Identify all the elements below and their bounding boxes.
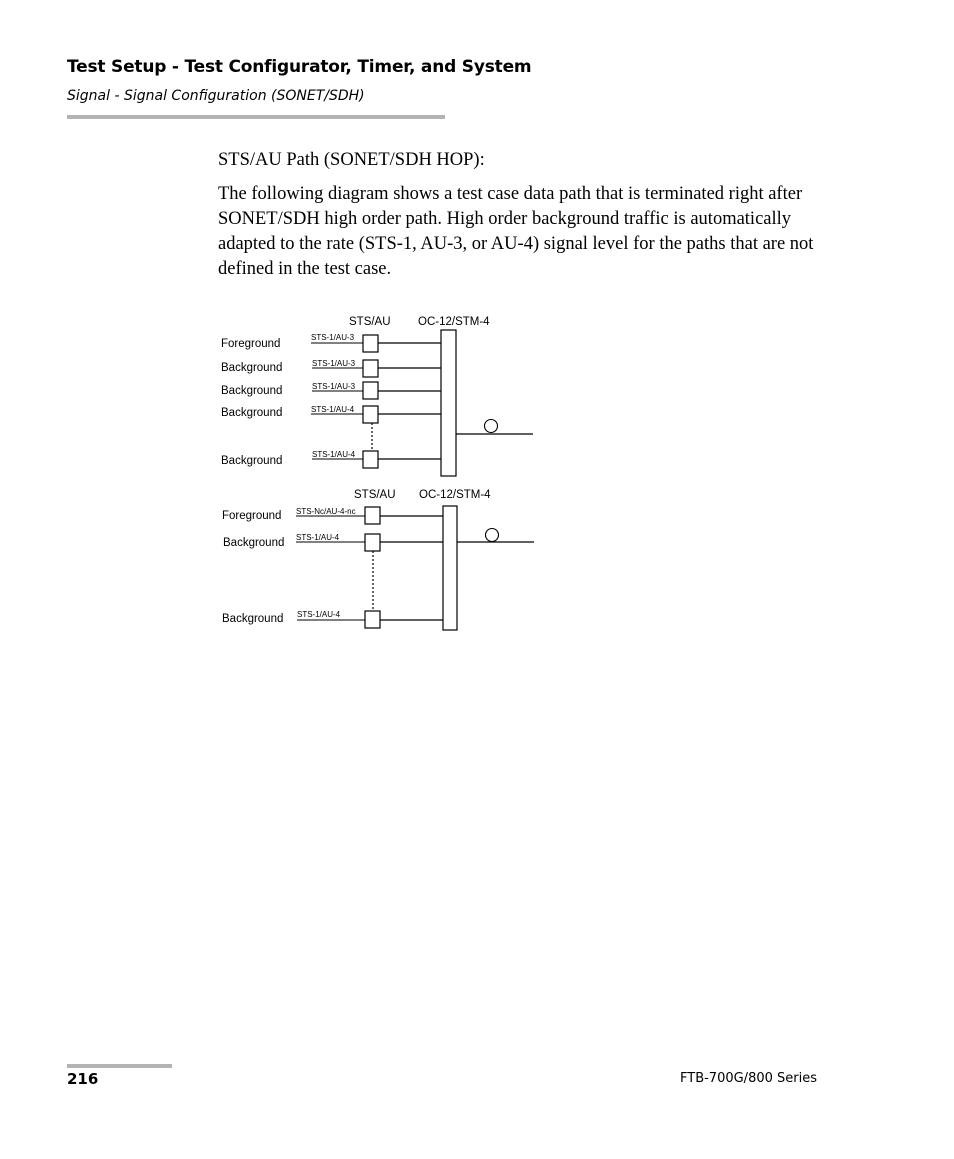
bottom-col-sts-label: STS/AU bbox=[354, 489, 396, 501]
row-role-label: Background bbox=[221, 407, 283, 419]
footer-divider bbox=[67, 1064, 172, 1068]
section-heading: STS/AU Path (SONET/SDH HOP): bbox=[218, 150, 485, 170]
path-box bbox=[363, 382, 378, 399]
row-type-label: STS-1/AU-3 bbox=[312, 359, 356, 368]
row-type-label: STS-Nc/AU-4-nc bbox=[296, 507, 356, 516]
row-type-label: STS-1/AU-3 bbox=[311, 333, 355, 342]
path-box bbox=[363, 451, 378, 468]
bottom-optical-port-icon bbox=[486, 529, 499, 542]
header-divider bbox=[67, 115, 445, 119]
bottom-col-oc-label: OC-12/STM-4 bbox=[419, 489, 491, 501]
row-role-label: Background bbox=[222, 613, 284, 625]
top-row-1 bbox=[221, 333, 441, 352]
product-series: FTB-700G/800 Series bbox=[680, 1071, 817, 1086]
row-role-label: Foreground bbox=[221, 338, 281, 350]
row-role-label: Background bbox=[221, 455, 283, 467]
row-type-label: STS-1/AU-4 bbox=[297, 610, 341, 619]
page-header-title: Test Setup - Test Configurator, Timer, and System bbox=[67, 57, 532, 77]
path-box bbox=[363, 360, 378, 377]
top-col-sts-label: STS/AU bbox=[349, 316, 391, 328]
sts-au-path-diagram bbox=[215, 312, 545, 637]
path-box bbox=[363, 335, 378, 352]
bottom-oc12-mux-bar bbox=[443, 506, 457, 630]
row-type-label: STS-1/AU-4 bbox=[296, 533, 340, 542]
page-number: 216 bbox=[67, 1070, 99, 1088]
bottom-row-3 bbox=[222, 610, 443, 628]
bottom-row-1 bbox=[222, 507, 443, 524]
row-role-label: Background bbox=[221, 362, 283, 374]
path-box bbox=[365, 611, 380, 628]
page-header-subtitle: Signal - Signal Configuration (SONET/SDH) bbox=[67, 88, 365, 104]
path-box bbox=[363, 406, 378, 423]
top-oc12-mux-bar bbox=[441, 330, 456, 476]
path-box bbox=[365, 534, 380, 551]
row-role-label: Foreground bbox=[222, 510, 282, 522]
row-role-label: Background bbox=[223, 537, 285, 549]
row-type-label: STS-1/AU-4 bbox=[311, 405, 355, 414]
row-type-label: STS-1/AU-4 bbox=[312, 450, 356, 459]
path-box bbox=[365, 507, 380, 524]
top-row-5 bbox=[221, 450, 441, 468]
top-col-oc-label: OC-12/STM-4 bbox=[418, 316, 490, 328]
row-type-label: STS-1/AU-3 bbox=[312, 382, 356, 391]
row-role-label: Background bbox=[221, 385, 283, 397]
top-row-3 bbox=[221, 382, 441, 399]
top-row-4 bbox=[221, 405, 441, 423]
bottom-row-2 bbox=[223, 533, 443, 551]
top-optical-port-icon bbox=[485, 420, 498, 433]
top-row-2 bbox=[221, 359, 441, 377]
body-paragraph: The following diagram shows a test case data path that is terminated right after SONET/SDH high order path. High order background traffic is automatically adapted to the rate (STS-1, AU-3, or AU-4) signal level for the paths that are not defined in the test case. bbox=[218, 184, 814, 279]
